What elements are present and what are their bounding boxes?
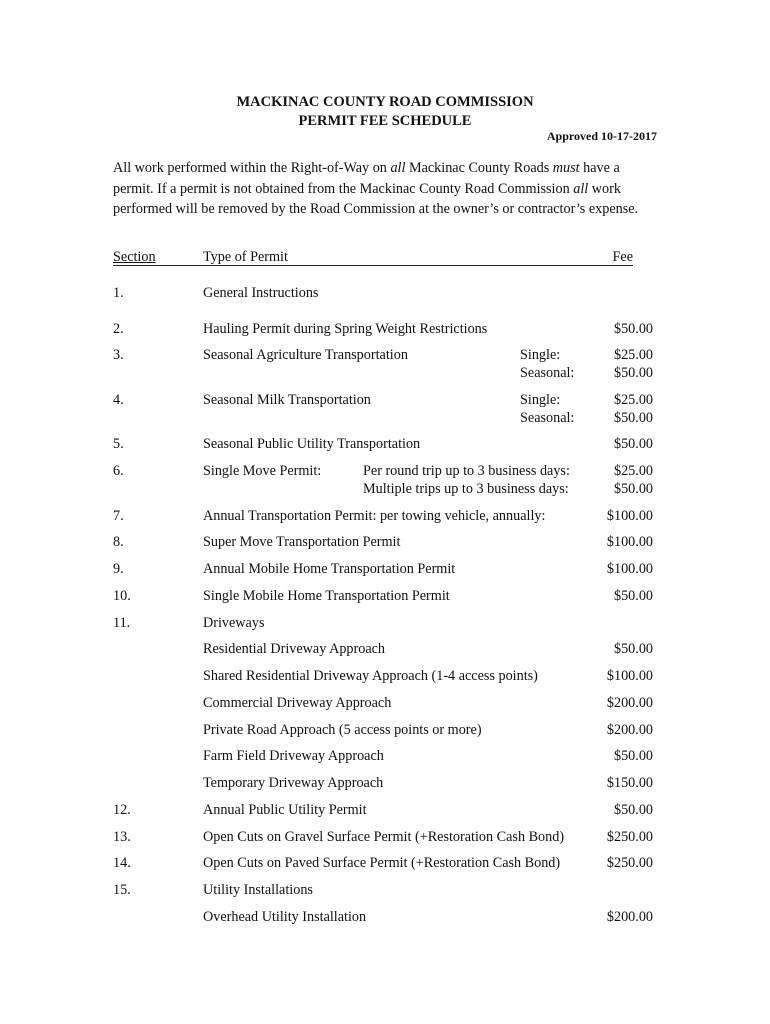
row-description: Farm Field Driveway Approach bbox=[203, 748, 384, 764]
document-subtitle: PERMIT FEE SCHEDULE bbox=[298, 113, 472, 129]
row-fee: $50.00 bbox=[613, 365, 653, 381]
row-fee: $100.00 bbox=[606, 561, 653, 577]
row-fee: $50.00 bbox=[613, 588, 653, 604]
row-fee: $50.00 bbox=[613, 481, 653, 497]
row-number: 5. bbox=[113, 436, 124, 452]
row-fee: $150.00 bbox=[606, 775, 653, 791]
row-number: 15. bbox=[113, 882, 131, 898]
intro-paragraph: All work performed within the Right-of-Way on all Mackinac County Roads must have a permit. If a permit is not obtained from the Mackinac County Road Commission all work performed will be removed by the Road Commission at the owner’s or contractor’s expense. bbox=[113, 160, 639, 217]
row-label: Seasonal: bbox=[520, 410, 575, 426]
row-fee: $25.00 bbox=[613, 347, 653, 363]
approval-date: Approved 10-17-2017 bbox=[546, 129, 657, 143]
row-description: Hauling Permit during Spring Weight Restrictions bbox=[203, 321, 488, 337]
row-fee: $200.00 bbox=[606, 909, 653, 925]
type-column-header: Type of Permit bbox=[203, 249, 288, 265]
row-description: Overhead Utility Installation bbox=[203, 909, 367, 925]
row-label: Seasonal: bbox=[520, 365, 575, 381]
row-fee: $25.00 bbox=[613, 463, 653, 479]
row-fee: $50.00 bbox=[613, 748, 653, 764]
row-label: Per round trip up to 3 business days: bbox=[363, 463, 570, 479]
row-fee: $50.00 bbox=[613, 802, 653, 818]
document-title: MACKINAC COUNTY ROAD COMMISSION bbox=[236, 94, 534, 110]
fee-column-header: Fee bbox=[612, 249, 633, 265]
row-description: Seasonal Public Utility Transportation bbox=[203, 436, 421, 452]
row-description: Open Cuts on Paved Surface Permit (+Restoration Cash Bond) bbox=[203, 855, 561, 871]
row-fee: $250.00 bbox=[606, 829, 653, 845]
section-column-header: Section bbox=[113, 249, 156, 265]
row-fee: $50.00 bbox=[613, 321, 653, 337]
row-fee: $25.00 bbox=[613, 392, 653, 408]
row-fee: $250.00 bbox=[606, 855, 653, 871]
row-fee: $50.00 bbox=[613, 641, 653, 657]
row-description: Annual Mobile Home Transportation Permit bbox=[203, 561, 456, 577]
row-description: Commercial Driveway Approach bbox=[203, 695, 392, 711]
row-description: Annual Transportation Permit: per towing vehicle, annually: bbox=[203, 508, 546, 524]
row-description: Utility Installations bbox=[203, 882, 313, 898]
header-underline bbox=[113, 265, 633, 266]
row-number: 4. bbox=[113, 392, 124, 408]
row-label: Single: bbox=[520, 392, 561, 408]
row-number: 1. bbox=[113, 285, 124, 301]
row-fee: $200.00 bbox=[606, 722, 653, 738]
row-number: 10. bbox=[113, 588, 131, 604]
row-fee: $100.00 bbox=[606, 534, 653, 550]
row-fee: $100.00 bbox=[606, 668, 653, 684]
row-description: Single Mobile Home Transportation Permit bbox=[203, 588, 450, 604]
row-number: 13. bbox=[113, 829, 131, 845]
row-description: Residential Driveway Approach bbox=[203, 641, 386, 657]
row-fee: $50.00 bbox=[613, 436, 653, 452]
row-description: Temporary Driveway Approach bbox=[203, 775, 384, 791]
row-description: Private Road Approach (5 access points or more) bbox=[203, 722, 482, 738]
row-description: Driveways bbox=[203, 615, 265, 631]
row-number: 11. bbox=[113, 615, 131, 631]
row-fee: $200.00 bbox=[606, 695, 653, 711]
row-description: Single Move Permit: bbox=[203, 463, 322, 479]
row-description: Seasonal Milk Transportation bbox=[203, 392, 371, 408]
row-number: 12. bbox=[113, 802, 131, 818]
row-number: 8. bbox=[113, 534, 124, 550]
row-label: Multiple trips up to 3 business days: bbox=[363, 481, 569, 497]
row-description: General Instructions bbox=[203, 285, 319, 301]
row-description: Seasonal Agriculture Transportation bbox=[203, 347, 408, 363]
row-number: 3. bbox=[113, 347, 124, 363]
row-number: 14. bbox=[113, 855, 131, 871]
row-fee: $100.00 bbox=[606, 508, 653, 524]
row-number: 9. bbox=[113, 561, 124, 577]
row-description: Super Move Transportation Permit bbox=[203, 534, 401, 550]
row-number: 6. bbox=[113, 463, 124, 479]
row-description: Shared Residential Driveway Approach (1-4 access points) bbox=[203, 668, 538, 684]
row-number: 7. bbox=[113, 508, 124, 524]
row-description: Open Cuts on Gravel Surface Permit (+Restoration Cash Bond) bbox=[203, 829, 565, 845]
row-number: 2. bbox=[113, 321, 124, 337]
row-label: Single: bbox=[520, 347, 561, 363]
row-description: Annual Public Utility Permit bbox=[203, 802, 367, 818]
row-fee: $50.00 bbox=[613, 410, 653, 426]
